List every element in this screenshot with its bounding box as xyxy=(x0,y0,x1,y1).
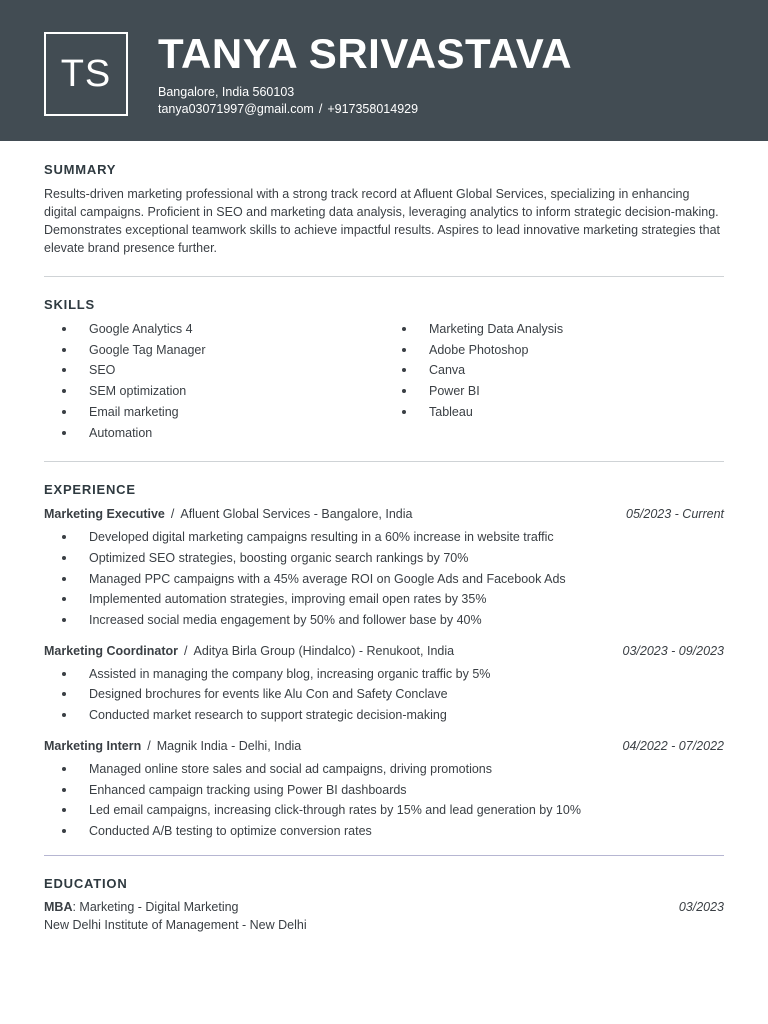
job-role-company xyxy=(44,738,301,754)
address: Bangalore, India 560103 xyxy=(158,85,295,99)
job-dates: 05/2023 - Current xyxy=(626,507,724,522)
list-item xyxy=(384,360,724,381)
experience-list xyxy=(44,506,724,841)
job-bullets xyxy=(44,527,724,631)
job-separator: / xyxy=(147,738,151,753)
bullet-icon xyxy=(62,672,66,676)
job-header xyxy=(44,738,724,754)
degree-name: MBA xyxy=(44,899,73,914)
list-item xyxy=(44,610,724,631)
bullet-icon xyxy=(402,348,406,352)
resume-header xyxy=(0,0,768,141)
summary-text: Results-driven marketing professional with a strong track record at Afluent Global Services, specializing in enhancing digital campaigns. Proficient in SEO and marketing data analysis, leveraging analytics to inform strategic decision-making. Demonstrates exceptional teamwork skills to achieve impactful results. Aspires to lead innovative marketing strategies that elevate brand presence further. xyxy=(44,187,721,255)
list-item xyxy=(44,589,724,610)
list-item-text: Led email campaigns, increasing click-through rates by 15% and lead generation by 10% xyxy=(89,803,581,818)
list-item xyxy=(44,569,724,590)
job-bullets xyxy=(44,759,724,842)
job-entry xyxy=(44,738,724,842)
education-degree-row xyxy=(44,898,724,916)
bullet-icon xyxy=(402,368,406,372)
bullet-icon xyxy=(62,829,66,833)
list-item xyxy=(44,423,384,444)
job-role-company xyxy=(44,643,454,659)
education-date: 03/2023 xyxy=(678,899,724,914)
list-item xyxy=(384,381,724,402)
skills-heading: SKILLS xyxy=(44,297,96,312)
list-item xyxy=(44,800,724,821)
list-item-text: Marketing Data Analysis xyxy=(429,322,564,336)
list-item-text: Conducted A/B testing to optimize conversion rates xyxy=(89,823,372,838)
list-item-text: Developed digital marketing campaigns resulting in a 60% increase in website traffic xyxy=(89,530,554,545)
skills-column-left xyxy=(44,319,384,443)
job-company: Afluent Global Services - Bangalore, India xyxy=(180,507,413,522)
monogram-badge: TS xyxy=(44,32,128,116)
list-item-text: SEM optimization xyxy=(89,384,187,399)
list-item-text: Managed online store sales and social ad campaigns, driving promotions xyxy=(89,761,493,776)
job-dates: 03/2023 - 09/2023 xyxy=(622,643,724,658)
bullet-icon xyxy=(62,410,66,414)
bullet-icon xyxy=(62,389,66,393)
list-item-text: Canva xyxy=(429,363,466,378)
job-entry xyxy=(44,643,724,726)
job-role-company xyxy=(44,506,412,522)
list-item xyxy=(44,402,384,423)
bullet-icon xyxy=(62,788,66,792)
list-item-text: Tableau xyxy=(429,404,473,419)
list-item-text: SEO xyxy=(89,363,116,378)
list-item xyxy=(44,381,384,402)
list-item xyxy=(44,340,384,361)
phone-number[interactable]: +917358014929 xyxy=(327,102,419,116)
job-entry xyxy=(44,506,724,631)
experience-heading: EXPERIENCE xyxy=(44,482,136,498)
degree-field: : Marketing - Digital Marketing xyxy=(72,899,239,914)
list-item xyxy=(44,684,724,705)
job-title: Marketing Executive xyxy=(44,507,165,522)
bullet-icon xyxy=(62,618,66,622)
list-item xyxy=(384,319,724,340)
bullet-icon xyxy=(402,327,406,331)
job-dates: 04/2022 - 07/2022 xyxy=(622,738,724,753)
list-item-text: Email marketing xyxy=(89,404,179,419)
bullet-icon xyxy=(62,767,66,771)
skills-column-right xyxy=(384,319,724,443)
list-item xyxy=(44,548,724,569)
list-item xyxy=(44,664,724,685)
list-item-text: Assisted in managing the company blog, increasing organic traffic by 5% xyxy=(89,666,491,681)
bullet-icon xyxy=(62,692,66,696)
bullet-icon xyxy=(62,808,66,812)
job-header xyxy=(44,643,724,659)
bullet-icon xyxy=(62,577,66,581)
job-company: Aditya Birla Group (Hindalco) - Renukoot, India xyxy=(193,643,455,658)
school-name: New Delhi Institute of Management - New Delhi xyxy=(44,917,307,932)
list-item xyxy=(384,340,724,361)
list-item-text: Designed brochures for events like Alu Con and Safety Conclave xyxy=(89,687,448,702)
job-separator: / xyxy=(184,643,188,658)
bullet-icon xyxy=(62,556,66,560)
list-item xyxy=(44,527,724,548)
education-heading: EDUCATION xyxy=(44,875,128,891)
list-item-text: Enhanced campaign tracking using Power BI dashboards xyxy=(89,782,407,797)
bullet-icon xyxy=(402,410,406,414)
job-separator: / xyxy=(170,507,175,522)
job-title: Marketing Coordinator xyxy=(44,643,179,658)
list-item-text: Google Analytics 4 xyxy=(89,322,193,336)
bullet-icon xyxy=(62,713,66,717)
list-item-text: Implemented automation strategies, improving email open rates by 35% xyxy=(89,592,487,607)
job-header xyxy=(44,506,724,522)
list-item xyxy=(44,319,384,340)
list-item-text: Increased social media engagement by 50% and follower base by 40% xyxy=(89,613,482,628)
bullet-icon xyxy=(62,535,66,539)
list-item xyxy=(44,780,724,801)
bullet-icon xyxy=(62,348,66,352)
list-item-text: Optimized SEO strategies, boosting organic search rankings by 70% xyxy=(89,550,469,565)
email-link[interactable]: tanya03071997@gmail.com xyxy=(158,102,314,116)
job-company: Magnik India - Delhi, India xyxy=(156,738,302,753)
list-item xyxy=(44,360,384,381)
bullet-icon xyxy=(62,597,66,601)
bullet-icon xyxy=(402,389,406,393)
list-item-text: Managed PPC campaigns with a 45% average ROI on Google Ads and Facebook Ads xyxy=(89,571,566,586)
list-item-text: Adobe Photoshop xyxy=(429,342,529,357)
degree-line xyxy=(44,898,239,916)
candidate-name: TANYA SRIVASTAVA xyxy=(158,30,573,77)
summary-heading: SUMMARY xyxy=(44,162,117,177)
list-item-text: Power BI xyxy=(429,384,480,399)
resume-body xyxy=(44,141,724,934)
list-item-text: Conducted market research to support strategic decision-making xyxy=(89,708,447,723)
list-item xyxy=(44,821,724,842)
skills-list xyxy=(44,319,724,443)
bullet-icon xyxy=(62,327,66,331)
education-school-row xyxy=(44,916,724,934)
job-title: Marketing Intern xyxy=(44,738,142,753)
contact-line xyxy=(158,101,418,117)
list-item-text: Google Tag Manager xyxy=(89,342,206,357)
contact-separator: / xyxy=(318,102,323,116)
bullet-icon xyxy=(62,368,66,372)
list-item xyxy=(44,759,724,780)
list-item xyxy=(44,705,724,726)
list-item xyxy=(384,402,724,423)
job-bullets xyxy=(44,664,724,726)
list-item-text: Automation xyxy=(89,425,153,440)
bullet-icon xyxy=(62,431,66,435)
